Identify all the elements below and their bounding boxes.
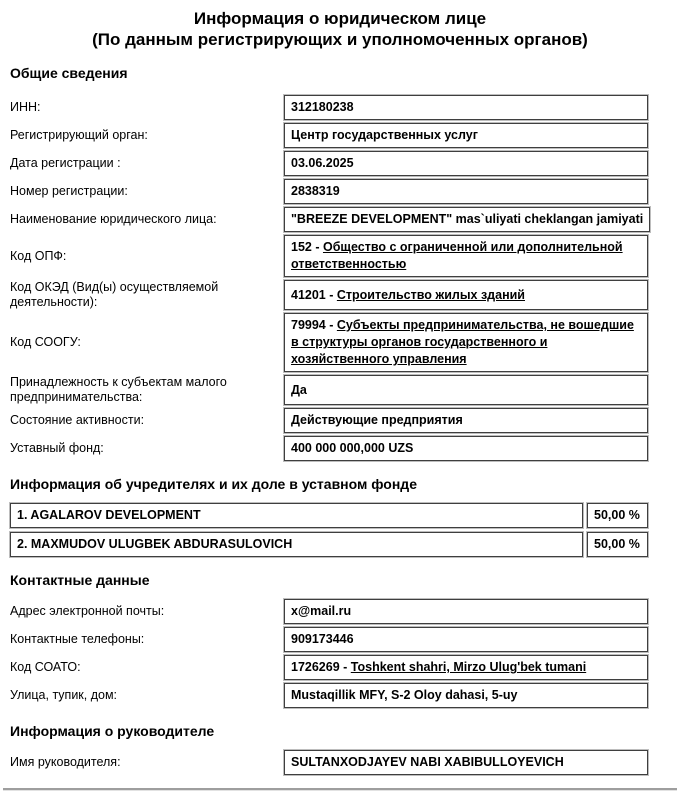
field-label: Уставный фонд: — [10, 441, 104, 455]
field-value — [284, 235, 648, 277]
field-label: Состояние активности: — [10, 413, 145, 427]
section-heading-general: Общие сведения — [10, 65, 128, 81]
field-value: 400 000 000,000 UZS — [284, 436, 648, 461]
field-row-small-business — [10, 375, 648, 405]
field-label: Код ОПФ: — [10, 248, 67, 263]
oked-code-prefix: 41201 - — [291, 287, 337, 302]
field-value: Центр государственных услуг — [284, 123, 648, 148]
main-content — [10, 65, 648, 775]
field-label: Улица, тупик, дом: — [10, 688, 118, 702]
field-label: Адрес электронной почты: — [10, 604, 165, 618]
page-title-line-1: Информация о юридическом лице — [193, 9, 487, 28]
page-title — [0, 0, 680, 50]
field-row-email — [10, 599, 648, 624]
field-row-director-name — [10, 750, 648, 775]
founder-row — [10, 532, 648, 557]
field-value: x@mail.ru — [284, 599, 648, 624]
field-label: Код ОКЭД (Вид(ы) осуществляемой деятельности): — [10, 280, 219, 309]
field-label: Регистрирующий орган: — [10, 128, 148, 142]
field-row-oked-code — [10, 280, 648, 310]
field-value: 312180238 — [284, 95, 648, 120]
field-row-street — [10, 683, 648, 708]
field-value: 03.06.2025 — [284, 151, 648, 176]
field-value — [284, 313, 648, 372]
opf-code-prefix: 152 - — [291, 240, 323, 254]
field-label: ИНН: — [10, 100, 41, 114]
founder-share: 50,00 % — [587, 532, 648, 557]
soato-description-link[interactable]: Toshkent shahri, Mirzo Ulug'bek tumani — [350, 660, 587, 674]
field-label: Код СООГУ: — [10, 335, 81, 349]
field-label: Контактные телефоны: — [10, 632, 145, 646]
field-value: Да — [284, 375, 648, 405]
field-row-soato-code — [10, 655, 648, 680]
field-row-activity-status — [10, 408, 648, 433]
general-fields — [10, 95, 648, 461]
field-value: Mustaqillik MFY, S-2 Oloy dahasi, 5-uy — [284, 683, 648, 708]
field-value: 909173446 — [284, 627, 648, 652]
field-row-entity-name — [10, 207, 648, 232]
founder-row — [10, 503, 648, 528]
field-value — [284, 655, 648, 680]
field-label: Код СОАТО: — [10, 660, 81, 674]
founder-name: 2. MAXMUDOV ULUGBEK ABDURASULOVICH — [10, 532, 583, 557]
section-heading-founders: Информация об учредителях и их доле в уставном фонде — [10, 476, 417, 492]
soogu-description-link[interactable]: Субъекты предпринимательства, не вошедшие в структуры органов государственного и хозяйственного управления — [291, 318, 634, 366]
field-label: Имя руководителя: — [10, 755, 121, 769]
soogu-code-prefix: 79994 - — [291, 318, 337, 332]
field-row-opf-code — [10, 235, 648, 277]
field-row-reg-number — [10, 179, 648, 204]
field-value — [284, 280, 648, 310]
field-value: "BREEZE DEVELOPMENT" mas`uliyati cheklangan jamiyati — [284, 207, 650, 232]
page-title-line-2: (По данным регистрирующих и уполномоченных органов) — [92, 30, 588, 49]
field-row-reg-date — [10, 151, 648, 176]
field-value: Действующие предприятия — [284, 408, 648, 433]
opf-description-link[interactable]: Общество с ограниченной или дополнительной ответственностью — [291, 240, 623, 271]
contact-fields — [10, 599, 648, 708]
section-heading-contacts: Контактные данные — [10, 572, 150, 588]
section-heading-director: Информация о руководителе — [10, 723, 215, 739]
field-label: Дата регистрации : — [10, 156, 121, 170]
field-value: SULTANXODJAYEV NABI XABIBULLOYEVICH — [284, 750, 648, 775]
founder-name: 1. AGALAROV DEVELOPMENT — [10, 503, 583, 528]
oked-description-link[interactable]: Строительство жилых зданий — [336, 287, 525, 302]
field-row-charter-fund — [10, 436, 648, 461]
director-fields — [10, 750, 648, 775]
field-label: Принадлежность к субъектам малого предпринимательства: — [10, 375, 227, 404]
field-row-reg-organ — [10, 123, 648, 148]
field-row-inn — [10, 95, 648, 120]
field-label: Наименование юридического лица: — [10, 212, 217, 226]
soato-code-prefix: 1726269 - — [291, 660, 351, 674]
field-row-soogu-code — [10, 313, 648, 372]
field-row-phones — [10, 627, 648, 652]
field-value: 2838319 — [284, 179, 648, 204]
founders-table — [10, 503, 648, 557]
field-label: Номер регистрации: — [10, 184, 128, 198]
founder-share: 50,00 % — [587, 503, 648, 528]
